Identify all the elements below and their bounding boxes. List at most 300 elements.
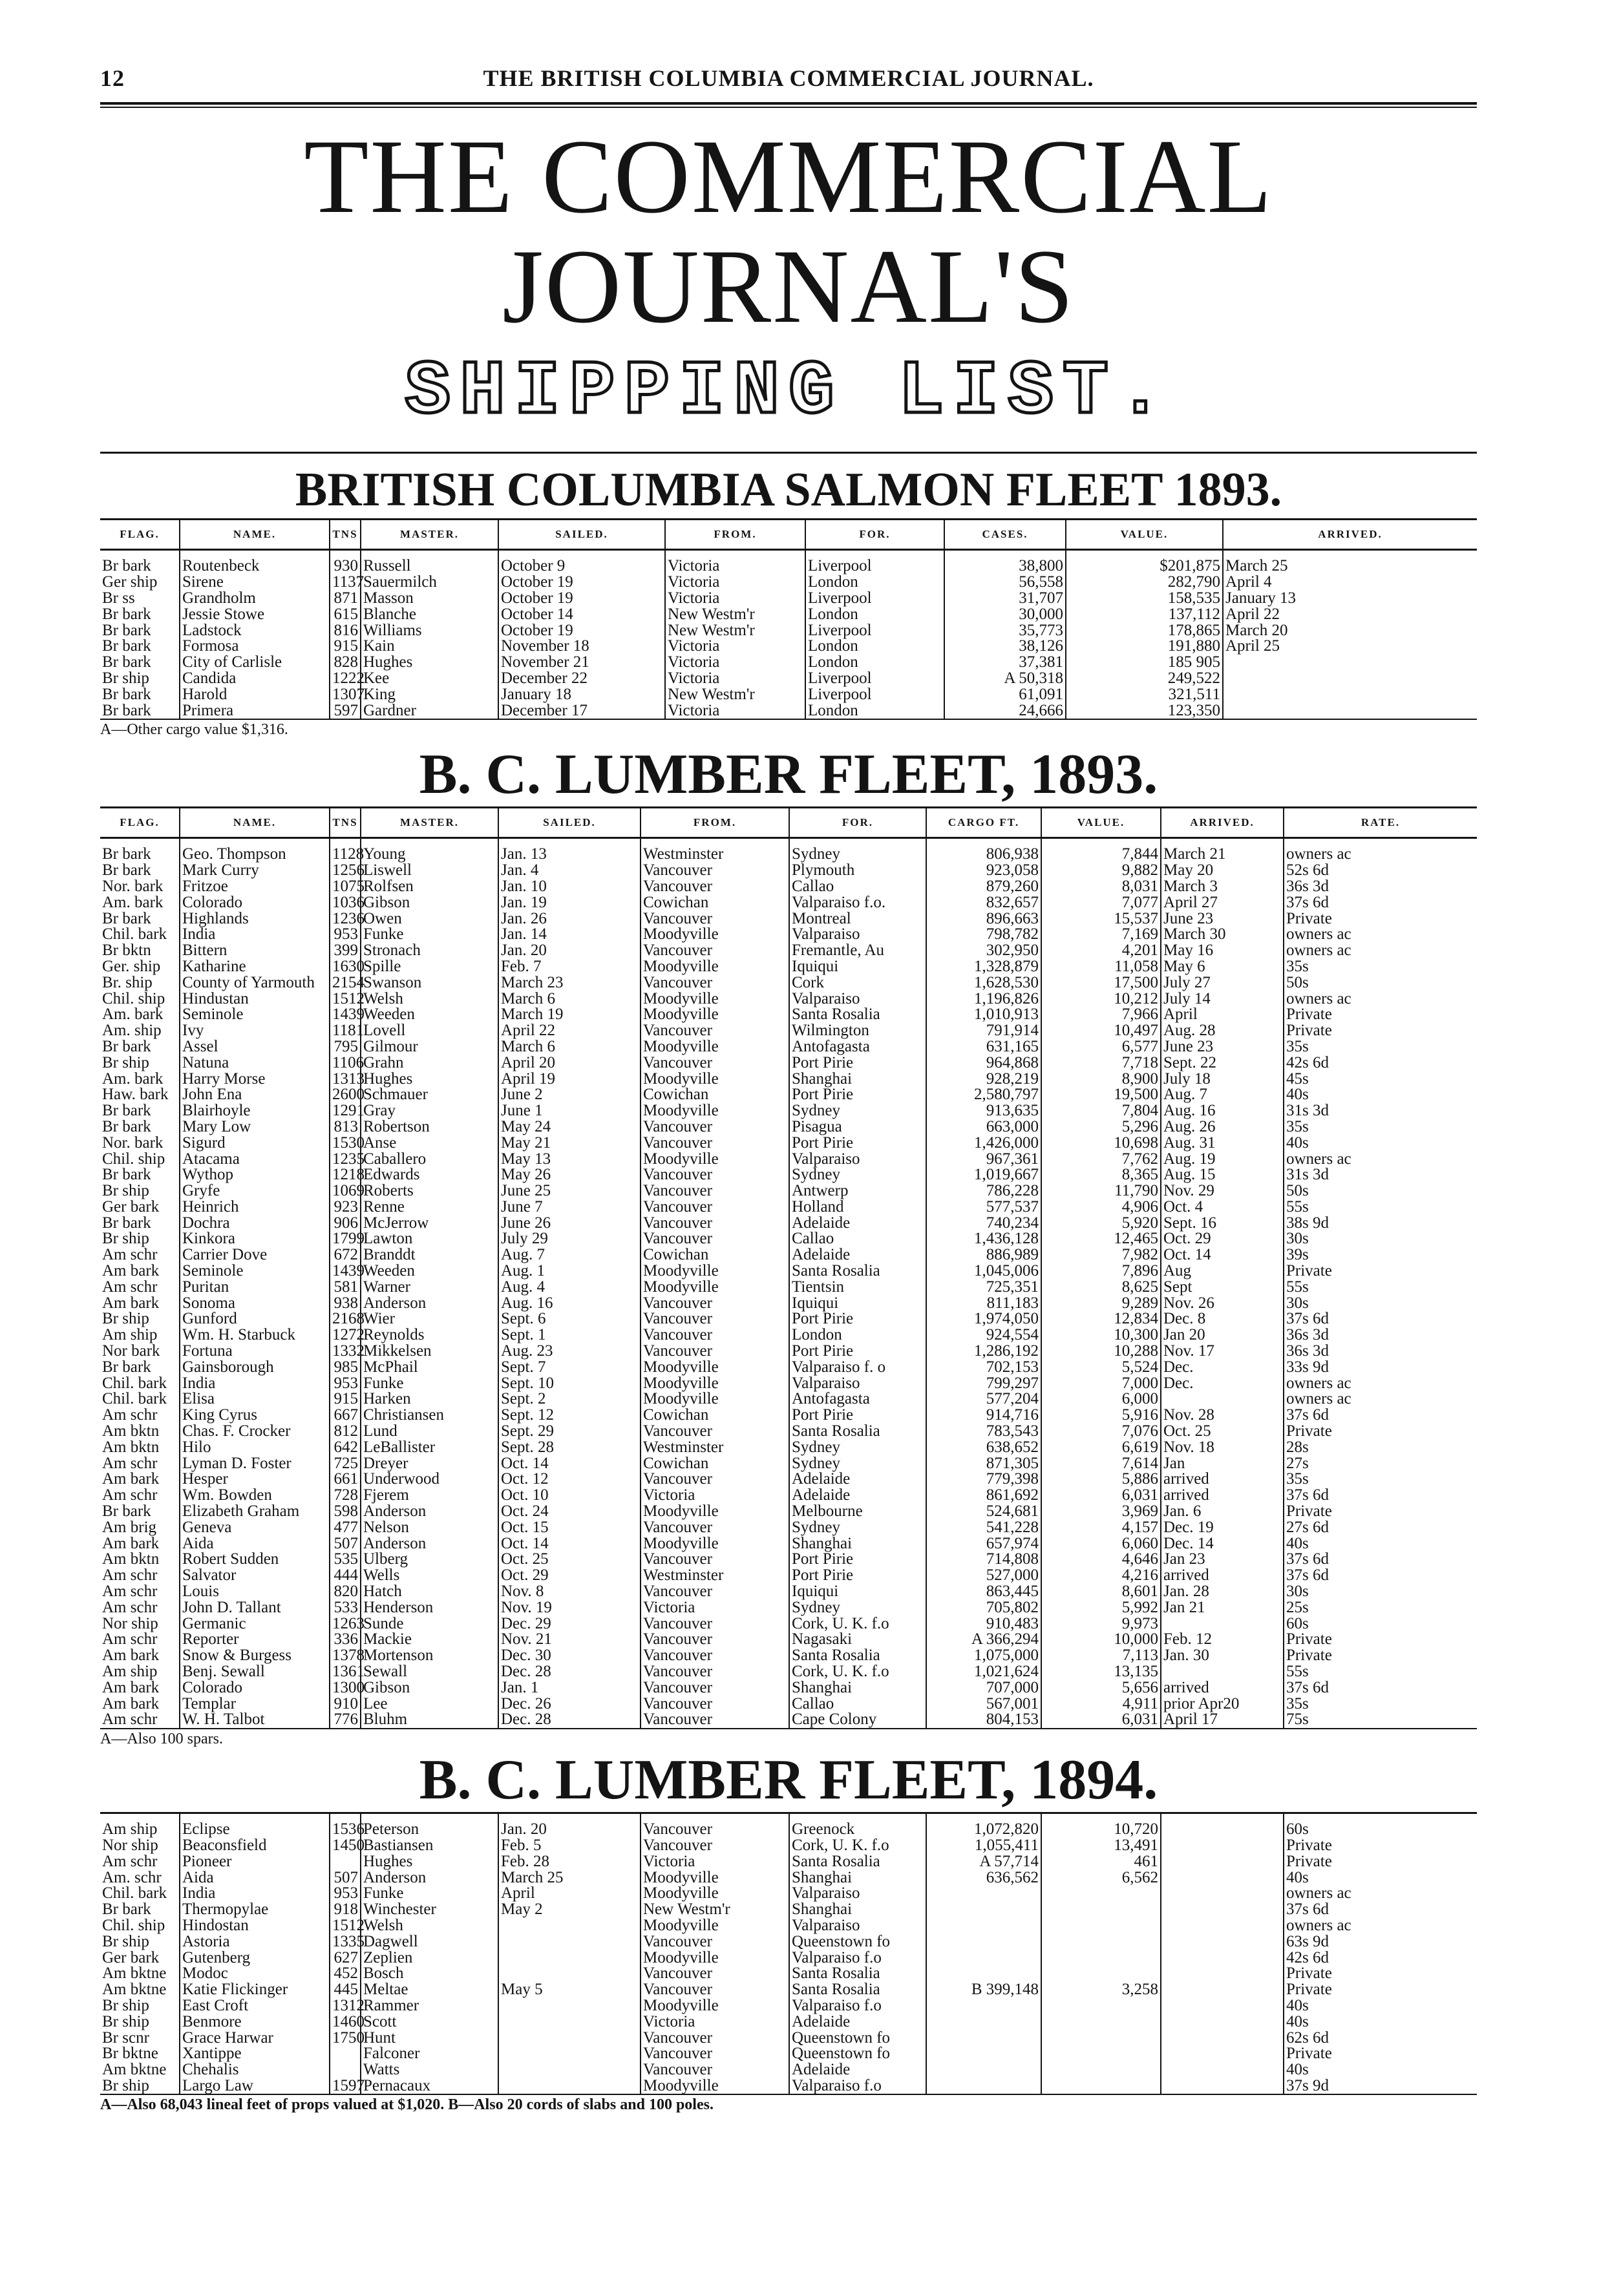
table-cell: India: [180, 1375, 330, 1391]
table-cell: Br ship: [102, 1996, 149, 2014]
table-cell: Routenbeck: [180, 550, 330, 574]
table-cell: 25s: [1284, 1599, 1477, 1616]
column-header: SAILED.: [498, 520, 665, 550]
table-cell: [1161, 1813, 1284, 1837]
table-cell: Am ship: [102, 1820, 158, 1838]
table-cell: Moodyville: [641, 1998, 789, 2014]
table-cell: 37s 6d: [1284, 1311, 1477, 1327]
lumber-1894-title: B. C. LUMBER FLEET, 1894.: [419, 1748, 1158, 1811]
table-cell: Br bark: [102, 845, 151, 863]
table-cell: Am schr: [102, 1566, 158, 1585]
table-cell: Nov. 18: [1161, 1439, 1284, 1455]
table-cell: 37s 6d: [1284, 1552, 1477, 1568]
table-cell: Fortuna: [180, 1343, 330, 1360]
table-cell: 38s 9d: [1284, 1215, 1477, 1231]
table-cell: 7,169: [1041, 927, 1161, 943]
table-cell: Moodyville: [641, 1151, 789, 1167]
table-cell: Am ship: [102, 1663, 158, 1680]
table-cell: Aug. 19: [1161, 1151, 1284, 1167]
table-cell: 30s: [1284, 1231, 1477, 1247]
table-cell: Adelaide: [789, 1471, 926, 1488]
table-cell: June 23: [1161, 911, 1284, 927]
table-cell: Harry Morse: [180, 1071, 330, 1087]
table-cell: Vancouver: [641, 1183, 789, 1199]
table-cell: Port Pirie: [789, 1055, 926, 1071]
table-cell: Adelaide: [789, 1488, 926, 1504]
table-cell: Br ship: [102, 669, 149, 687]
table-cell: Assel: [180, 1039, 330, 1055]
table-cell: 795: [330, 1039, 361, 1055]
column-header: VALUE.: [1041, 807, 1161, 837]
table-cell: [330, 1853, 361, 1869]
table-cell: 1,010,913: [926, 1007, 1041, 1023]
table-cell: Hughes: [361, 1071, 498, 1087]
table-cell: 40s: [1284, 1998, 1477, 2014]
column-header: NAME.: [180, 807, 330, 837]
table-cell: 661: [330, 1471, 361, 1488]
table-cell: Am schr: [102, 1278, 158, 1296]
lumber-1893-title: B. C. LUMBER FLEET, 1893.: [419, 743, 1158, 806]
table-cell: 1,436,128: [926, 1231, 1041, 1247]
table-cell: 6,060: [1041, 1535, 1161, 1552]
table-cell: Roberts: [361, 1183, 498, 1199]
table-cell: [1161, 1902, 1284, 1918]
table-row: [100, 1813, 1477, 1837]
table-cell: 799,297: [926, 1375, 1041, 1391]
table-cell: Mackie: [361, 1632, 498, 1648]
table-cell: Sept. 12: [498, 1407, 641, 1424]
table-cell: 923: [330, 1199, 361, 1216]
table-cell: Caballero: [361, 1151, 498, 1167]
table-cell: 6,000: [1041, 1391, 1161, 1407]
table-cell: Feb. 7: [498, 959, 641, 975]
table-cell: owners ac: [1284, 837, 1477, 862]
table-cell: Am. bark: [102, 893, 164, 911]
table-cell: April 4: [1223, 574, 1477, 591]
table-cell: Sydney: [789, 1455, 926, 1471]
table-cell: 36s 3d: [1284, 879, 1477, 895]
table-cell: 7,000: [1041, 1375, 1161, 1391]
table-row: [100, 2046, 1477, 2062]
table-cell: Jan. 20: [498, 1813, 641, 1837]
table-cell: Oct. 25: [1161, 1424, 1284, 1440]
table-cell: 507: [330, 1869, 361, 1886]
table-cell: 40s: [1284, 2014, 1477, 2030]
table-cell: Vancouver: [641, 911, 789, 927]
table-cell: 953: [330, 1886, 361, 1902]
table-cell: Vancouver: [641, 1023, 789, 1039]
table-cell: Aug. 4: [498, 1279, 641, 1295]
table-cell: Oct. 14: [498, 1455, 641, 1471]
table-row: [100, 1151, 1477, 1167]
table-row: [100, 1183, 1477, 1199]
table-cell: King: [361, 686, 498, 702]
table-cell: 444: [330, 1568, 361, 1584]
table-cell: Aug. 28: [1161, 1023, 1284, 1039]
table-cell: 40s: [1284, 1087, 1477, 1103]
table-cell: Am schr: [102, 1852, 158, 1870]
table-cell: Sept. 16: [1161, 1215, 1284, 1231]
table-row: [100, 1424, 1477, 1440]
table-row: [100, 1039, 1477, 1055]
table-cell: Lund: [361, 1424, 498, 1440]
table-cell: Oct. 4: [1161, 1199, 1284, 1216]
table-cell: Am bark: [102, 1534, 160, 1552]
table-cell: Vancouver: [641, 1966, 789, 1982]
table-cell: Eclipse: [180, 1813, 330, 1837]
table-cell: Iquiqui: [789, 959, 926, 975]
table-cell: Queenstown fo: [789, 2046, 926, 2062]
table-cell: Elisa: [180, 1391, 330, 1407]
table-cell: 2154: [330, 974, 361, 991]
table-cell: Westminster: [641, 837, 789, 862]
table-cell: Victoria: [665, 550, 805, 574]
table-cell: Spille: [361, 959, 498, 975]
table-cell: 35s: [1284, 1471, 1477, 1488]
table-cell: Watts: [361, 2062, 498, 2078]
table-cell: 863,445: [926, 1584, 1041, 1600]
table-cell: Victoria: [641, 1488, 789, 1504]
table-cell: Private: [1284, 1007, 1477, 1023]
table-cell: Moodyville: [641, 1535, 789, 1552]
table-cell: Wier: [361, 1311, 498, 1327]
table-cell: May 2: [498, 1902, 641, 1918]
table-cell: 828: [330, 655, 361, 671]
table-cell: Gardner: [361, 702, 498, 719]
table-cell: New Westm'r: [665, 686, 805, 702]
table-cell: April 17: [1161, 1712, 1284, 1729]
table-row: [100, 1933, 1477, 1950]
table-cell: 249,522: [1066, 671, 1223, 687]
table-cell: Anderson: [361, 1295, 498, 1311]
table-cell: Nor. bark: [102, 877, 164, 895]
table-cell: October 19: [498, 622, 665, 638]
table-cell: 1222: [330, 671, 361, 687]
table-cell: Wm. Bowden: [180, 1488, 330, 1504]
table-cell: London: [805, 655, 944, 671]
table-cell: Private: [1284, 1632, 1477, 1648]
table-cell: 399: [330, 943, 361, 959]
table-cell: 7,966: [1041, 1007, 1161, 1023]
table-cell: 10,212: [1041, 991, 1161, 1007]
table-cell: Snow & Burgess: [180, 1648, 330, 1664]
table-cell: Underwood: [361, 1471, 498, 1488]
table-cell: Am bktne: [102, 1964, 167, 1983]
table-cell: 37s 9d: [1284, 2078, 1477, 2095]
lumber-1894-footnote: A—Also 68,043 lineal feet of props valued at $1,020. B—Also 20 cords of slabs and 100 poles.: [100, 2096, 714, 2114]
table-cell: Gilmour: [361, 1039, 498, 1055]
table-cell: 178,865: [1066, 622, 1223, 638]
table-cell: Shanghai: [789, 1869, 926, 1886]
table-cell: Cork, U. K. f.o: [789, 1664, 926, 1680]
table-cell: 75s: [1284, 1712, 1477, 1729]
table-cell: 1256: [330, 863, 361, 879]
table-cell: 50s: [1284, 974, 1477, 991]
table-cell: 5,296: [1041, 1119, 1161, 1135]
table-cell: Cork: [789, 974, 926, 991]
table-cell: Port Pirie: [789, 1343, 926, 1360]
table-cell: Holland: [789, 1199, 926, 1216]
table-cell: Dochra: [180, 1215, 330, 1231]
table-cell: Winchester: [361, 1902, 498, 1918]
table-cell: 663,000: [926, 1119, 1041, 1135]
table-cell: 4,906: [1041, 1199, 1161, 1216]
table-cell: 5,524: [1041, 1359, 1161, 1375]
table-row: [100, 1616, 1477, 1632]
table-cell: Moodyville: [641, 1039, 789, 1055]
table-cell: Lawton: [361, 1231, 498, 1247]
table-row: [100, 1599, 1477, 1616]
table-cell: Haw. bark: [102, 1086, 169, 1104]
table-cell: 40s: [1284, 1535, 1477, 1552]
table-cell: 52s 6d: [1284, 863, 1477, 879]
table-cell: Br ship: [102, 1230, 149, 1248]
table-cell: Hindustan: [180, 991, 330, 1007]
table-cell: Highlands: [180, 911, 330, 927]
journal-page: [100, 65, 1477, 2114]
table-cell: 923,058: [926, 863, 1041, 879]
table-cell: [1041, 1933, 1161, 1950]
table-cell: 1,974,050: [926, 1311, 1041, 1327]
table-cell: [1041, 1886, 1161, 1902]
table-cell: Vancouver: [641, 2046, 789, 2062]
table-cell: Peterson: [361, 1813, 498, 1837]
table-cell: Vancouver: [641, 1680, 789, 1696]
table-row: [100, 622, 1477, 638]
table-cell: Chil. ship: [102, 989, 165, 1007]
table-cell: 30s: [1284, 1295, 1477, 1311]
table-cell: Br bark: [102, 685, 151, 703]
table-cell: 812: [330, 1424, 361, 1440]
table-cell: December 17: [498, 702, 665, 719]
table-cell: Beaconsfield: [180, 1838, 330, 1854]
table-cell: Valparaiso: [789, 1886, 926, 1902]
table-cell: Christiansen: [361, 1407, 498, 1424]
table-row: [100, 1119, 1477, 1135]
table-cell: Liswell: [361, 863, 498, 879]
table-cell: Adelaide: [789, 2062, 926, 2078]
table-cell: Adelaide: [789, 1215, 926, 1231]
table-cell: Private: [1284, 1982, 1477, 1998]
table-cell: 1069: [330, 1183, 361, 1199]
table-cell: 798,782: [926, 927, 1041, 943]
table-row: [100, 1231, 1477, 1247]
table-row: [100, 894, 1477, 911]
table-cell: July 14: [1161, 991, 1284, 1007]
table-cell: Lyman D. Foster: [180, 1455, 330, 1471]
table-cell: Queenstown fo: [789, 1933, 926, 1950]
table-cell: Wells: [361, 1568, 498, 1584]
table-cell: Geo. Thompson: [180, 837, 330, 862]
table-cell: Lee: [361, 1696, 498, 1712]
table-cell: April 19: [498, 1071, 641, 1087]
table-cell: 302,950: [926, 943, 1041, 959]
table-cell: [1161, 1966, 1284, 1982]
table-cell: 158,535: [1066, 591, 1223, 607]
table-cell: Westminster: [641, 1568, 789, 1584]
table-cell: Largo Law: [180, 2078, 330, 2095]
table-cell: Sydney: [789, 1167, 926, 1183]
table-cell: B 399,148: [926, 1982, 1041, 1998]
table-cell: Adelaide: [789, 2014, 926, 2030]
table-cell: [1223, 686, 1477, 702]
table-cell: 813: [330, 1119, 361, 1135]
table-cell: Port Pirie: [789, 1552, 926, 1568]
table-cell: A 50,318: [944, 671, 1066, 687]
table-cell: Moodyville: [641, 1918, 789, 1934]
table-cell: 321,511: [1066, 686, 1223, 702]
table-cell: Callao: [789, 1696, 926, 1712]
table-cell: 6,577: [1041, 1039, 1161, 1055]
table-cell: Dec. 26: [498, 1696, 641, 1712]
table-cell: Shanghai: [789, 1071, 926, 1087]
salmon-fleet-table: [100, 518, 1477, 720]
table-cell: Br. ship: [102, 973, 153, 991]
table-cell: April 20: [498, 1055, 641, 1071]
table-cell: Port Pirie: [789, 1311, 926, 1327]
table-cell: Ivy: [180, 1023, 330, 1039]
table-cell: [1041, 2078, 1161, 2095]
table-cell: Vancouver: [641, 2030, 789, 2046]
table-row: [100, 1664, 1477, 1680]
table-cell: Am bark: [102, 1694, 160, 1712]
table-cell: [926, 1886, 1041, 1902]
table-cell: Sept. 29: [498, 1424, 641, 1440]
table-cell: 5,656: [1041, 1680, 1161, 1696]
table-cell: Cork, U. K. f.o: [789, 1838, 926, 1854]
table-cell: April 22: [1223, 606, 1477, 622]
table-cell: Vancouver: [641, 1135, 789, 1151]
table-cell: Moodyville: [641, 1504, 789, 1520]
table-cell: Valparaiso: [789, 1375, 926, 1391]
table-cell: London: [805, 574, 944, 591]
table-cell: 11,790: [1041, 1183, 1161, 1199]
table-cell: Primera: [180, 702, 330, 719]
table-cell: Victoria: [665, 702, 805, 719]
table-cell: Victoria: [641, 2014, 789, 2030]
table-cell: Bluhm: [361, 1712, 498, 1729]
table-cell: 953: [330, 927, 361, 943]
table-cell: Am bark: [102, 1294, 160, 1312]
table-cell: 5,886: [1041, 1471, 1161, 1488]
table-cell: Sept. 1: [498, 1327, 641, 1343]
table-cell: 40s: [1284, 1869, 1477, 1886]
table-cell: 191,880: [1066, 638, 1223, 655]
table-cell: Nor. bark: [102, 1133, 164, 1152]
table-cell: Ger bark: [102, 1197, 160, 1216]
table-cell: March 23: [498, 974, 641, 991]
table-cell: Aida: [180, 1535, 330, 1552]
table-row: [100, 550, 1477, 574]
table-cell: Br ship: [102, 1310, 149, 1328]
column-header: CARGO FT.: [926, 807, 1041, 837]
table-cell: Sydney: [789, 837, 926, 862]
table-cell: 1536: [330, 1813, 361, 1837]
table-cell: 577,537: [926, 1199, 1041, 1216]
table-row: [100, 959, 1477, 975]
table-cell: Santa Rosalia: [789, 1007, 926, 1023]
table-cell: Jan. 19: [498, 894, 641, 911]
table-cell: Nov. 21: [498, 1632, 641, 1648]
table-cell: Am schr: [102, 1246, 158, 1264]
table-cell: Br bark: [102, 861, 151, 879]
table-cell: [498, 2030, 641, 2046]
table-cell: Valparaiso f.o: [789, 1998, 926, 2014]
table-cell: 461: [1041, 1853, 1161, 1869]
table-row: [100, 1838, 1477, 1854]
table-cell: Grahn: [361, 1055, 498, 1071]
table-cell: Vancouver: [641, 863, 789, 879]
table-cell: Cowichan: [641, 1087, 789, 1103]
table-cell: March 20: [1223, 622, 1477, 638]
table-cell: Shanghai: [789, 1680, 926, 1696]
table-cell: Ger. ship: [102, 957, 161, 975]
table-cell: Oct. 24: [498, 1504, 641, 1520]
table-row: [100, 1982, 1477, 1998]
table-cell: Chil. ship: [102, 1150, 165, 1168]
table-cell: 913,635: [926, 1103, 1041, 1119]
table-cell: 37s 6d: [1284, 1680, 1477, 1696]
table-cell: Valparaiso f.o: [789, 2078, 926, 2095]
table-cell: [498, 2046, 641, 2062]
table-row: [100, 879, 1477, 895]
table-cell: [1041, 1902, 1161, 1918]
table-cell: Sept. 28: [498, 1439, 641, 1455]
table-row: [100, 1071, 1477, 1087]
table-cell: Mary Low: [180, 1119, 330, 1135]
table-row: [100, 1407, 1477, 1424]
table-cell: 527,000: [926, 1568, 1041, 1584]
table-cell: Chil. bark: [102, 925, 167, 943]
table-cell: LeBallister: [361, 1439, 498, 1455]
table-cell: Hindostan: [180, 1918, 330, 1934]
table-cell: Cape Colony: [789, 1712, 926, 1729]
table-cell: Meltae: [361, 1982, 498, 1998]
table-cell: 806,938: [926, 837, 1041, 862]
table-cell: Moodyville: [641, 1375, 789, 1391]
table-cell: Santa Rosalia: [789, 1853, 926, 1869]
table-cell: March 30: [1161, 927, 1284, 943]
table-cell: Vancouver: [641, 1519, 789, 1535]
table-row: [100, 1648, 1477, 1664]
table-cell: Nelson: [361, 1519, 498, 1535]
table-cell: 896,663: [926, 911, 1041, 927]
table-cell: [926, 1966, 1041, 1982]
table-row: [100, 1311, 1477, 1327]
table-cell: 185 905: [1066, 655, 1223, 671]
table-cell: 477: [330, 1519, 361, 1535]
table-cell: owners ac: [1284, 927, 1477, 943]
table-row: [100, 1869, 1477, 1886]
table-cell: Anderson: [361, 1504, 498, 1520]
table-cell: 137,112: [1066, 606, 1223, 622]
table-cell: Schmauer: [361, 1087, 498, 1103]
table-cell: Seminole: [180, 1007, 330, 1023]
table-cell: 8,900: [1041, 1071, 1161, 1087]
table-cell: Geneva: [180, 1519, 330, 1535]
table-cell: Funke: [361, 1886, 498, 1902]
table-row: [100, 1455, 1477, 1471]
table-cell: Moodyville: [641, 927, 789, 943]
table-cell: May 13: [498, 1151, 641, 1167]
table-cell: owners ac: [1284, 943, 1477, 959]
table-cell: October 9: [498, 550, 665, 574]
table-cell: 725,351: [926, 1279, 1041, 1295]
table-cell: 1335: [330, 1933, 361, 1950]
table-cell: London: [805, 638, 944, 655]
table-cell: owners ac: [1284, 1918, 1477, 1934]
table-cell: Br bark: [102, 1166, 151, 1184]
